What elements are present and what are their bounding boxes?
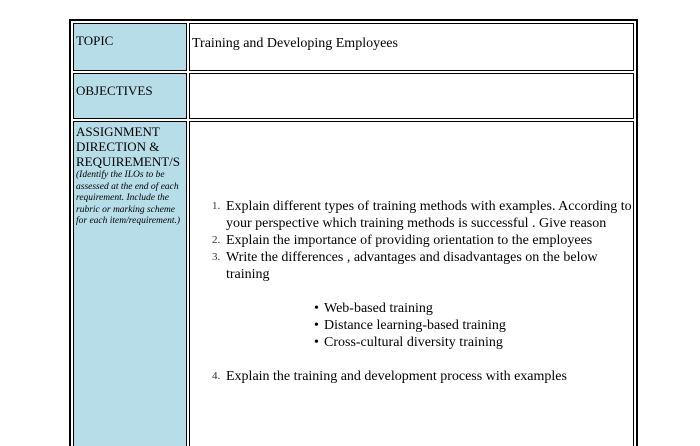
objectives-value bbox=[189, 73, 634, 119]
assignment-note: (Identify the ILOs to be assessed at the end of each requirement. Include the rubric or marking scheme for each item/requirement.) bbox=[76, 170, 181, 226]
bullet-icon: • bbox=[314, 301, 319, 316]
sub-item-list bbox=[314, 300, 634, 351]
objectives-label: OBJECTIVES bbox=[73, 73, 187, 119]
sub-item-text: Cross-cultural diversity training bbox=[324, 335, 503, 350]
bullet-icon: • bbox=[314, 335, 319, 350]
list-item bbox=[214, 249, 634, 351]
task-list bbox=[214, 198, 634, 385]
assignment-form-table bbox=[69, 19, 638, 446]
sub-item-text: Web-based training bbox=[324, 301, 433, 316]
task-number: 2. bbox=[212, 234, 221, 246]
objectives-row bbox=[73, 73, 634, 119]
list-item bbox=[214, 368, 634, 385]
topic-row bbox=[73, 23, 634, 71]
list-item bbox=[214, 232, 634, 249]
task-number: 4. bbox=[212, 370, 221, 382]
assignment-value-cell bbox=[189, 121, 634, 446]
topic-label: TOPIC bbox=[73, 23, 187, 71]
sub-list-item bbox=[314, 317, 634, 334]
task-text: Write the differences , advantages and disadvantages on the below training bbox=[226, 250, 598, 282]
task-number: 1. bbox=[212, 200, 221, 212]
sub-list-item bbox=[314, 300, 634, 317]
task-text: Explain different types of training methods with examples. According to your perspective which training methods is successful . Give reason bbox=[226, 199, 632, 231]
task-number: 3. bbox=[212, 251, 221, 263]
topic-value: Training and Developing Employees bbox=[189, 23, 634, 71]
sub-item-text: Distance learning-based training bbox=[324, 318, 506, 333]
bullet-icon: • bbox=[314, 318, 319, 333]
list-item bbox=[214, 198, 634, 232]
assignment-label: ASSIGNMENT DIRECTION & REQUIREMENT/S bbox=[76, 124, 180, 169]
assignment-row bbox=[73, 121, 634, 446]
task-text: Explain the importance of providing orientation to the employees bbox=[226, 233, 593, 248]
sub-list-item bbox=[314, 334, 634, 351]
task-text: Explain the training and development process with examples bbox=[226, 369, 567, 384]
assignment-label-cell bbox=[73, 121, 187, 446]
